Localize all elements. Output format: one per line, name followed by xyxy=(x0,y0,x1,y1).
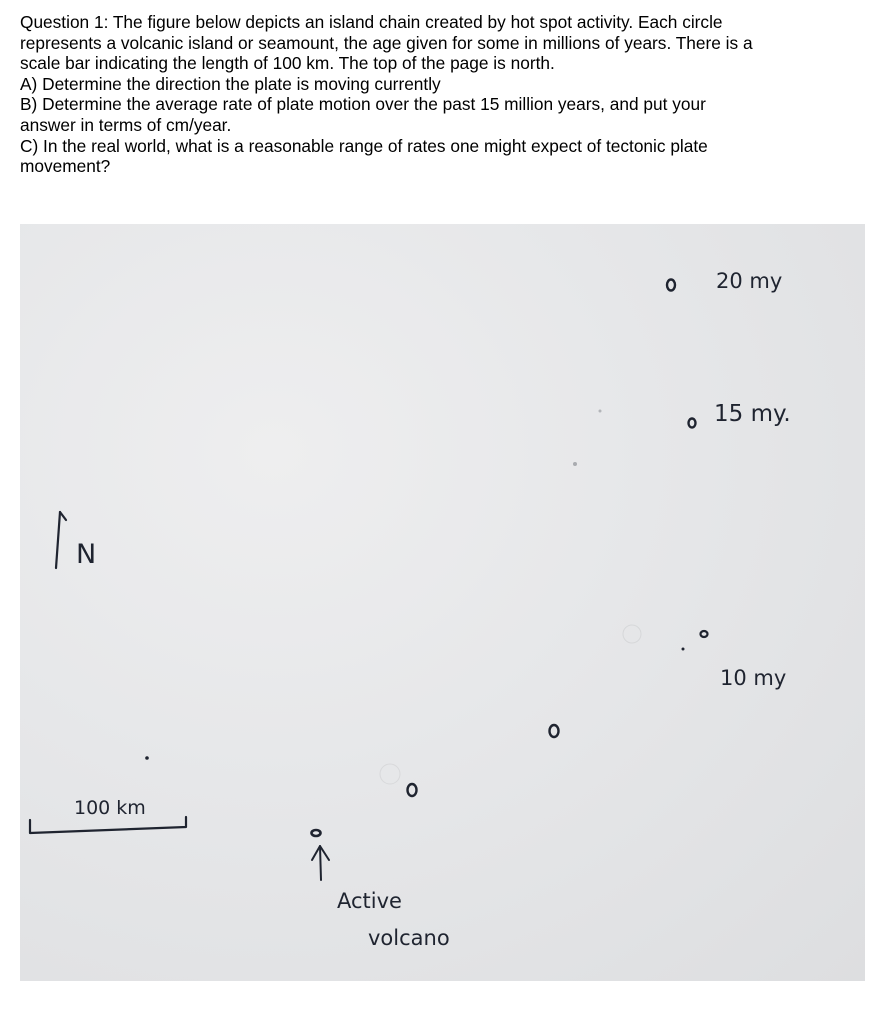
island-15my-label: 15 my. xyxy=(714,401,791,427)
island-10my xyxy=(701,631,708,637)
island-unlabeled xyxy=(408,784,417,796)
active-volcano-label-line2: volcano xyxy=(368,926,450,950)
island-15my xyxy=(689,419,696,428)
question-line: movement? xyxy=(20,156,111,177)
question-line: represents a volcanic island or seamount, the age given for some in millions of years. There is a xyxy=(20,32,753,53)
question-line: A) Determine the direction the plate is moving currently xyxy=(20,73,441,94)
question-line: answer in terms of cm/year. xyxy=(20,114,232,135)
north-label: N xyxy=(76,539,97,570)
island-10my-label: 10 my xyxy=(720,666,787,690)
active-volcano-island xyxy=(312,830,321,836)
island-unlabeled xyxy=(550,725,559,737)
scale-bar-line xyxy=(30,817,186,833)
question-line: B) Determine the average rate of plate motion over the past 15 million years, and put your xyxy=(20,94,706,115)
island-chain-figure xyxy=(20,224,865,981)
active-volcano-arrow xyxy=(312,846,329,880)
stray-dot xyxy=(145,756,149,760)
scale-label: 100 km xyxy=(74,797,146,819)
north-arrow-shaft xyxy=(56,512,60,568)
question-text xyxy=(20,12,882,177)
question-line: Question 1: The figure below depicts an island chain created by hot spot activity. Each circle xyxy=(20,12,723,32)
faint-dot xyxy=(599,410,602,413)
faint-mark xyxy=(623,625,641,643)
scale-bar xyxy=(30,817,186,833)
arrow-shaft xyxy=(320,846,321,880)
island-20my xyxy=(667,280,675,291)
north-arrow xyxy=(56,512,66,568)
faint-dot xyxy=(573,462,577,466)
question-line: scale bar indicating the length of 100 km. The top of the page is north. xyxy=(20,53,555,74)
active-volcano-label-line1: Active xyxy=(337,889,402,913)
question-line: C) In the real world, what is a reasonable range of rates one might expect of tectonic plate xyxy=(20,135,708,156)
island-20my-label: 20 my xyxy=(716,269,783,293)
faint-mark xyxy=(380,764,400,784)
figure-drawing xyxy=(20,224,865,981)
stray-dot xyxy=(682,648,685,651)
north-arrow-head xyxy=(60,512,66,520)
